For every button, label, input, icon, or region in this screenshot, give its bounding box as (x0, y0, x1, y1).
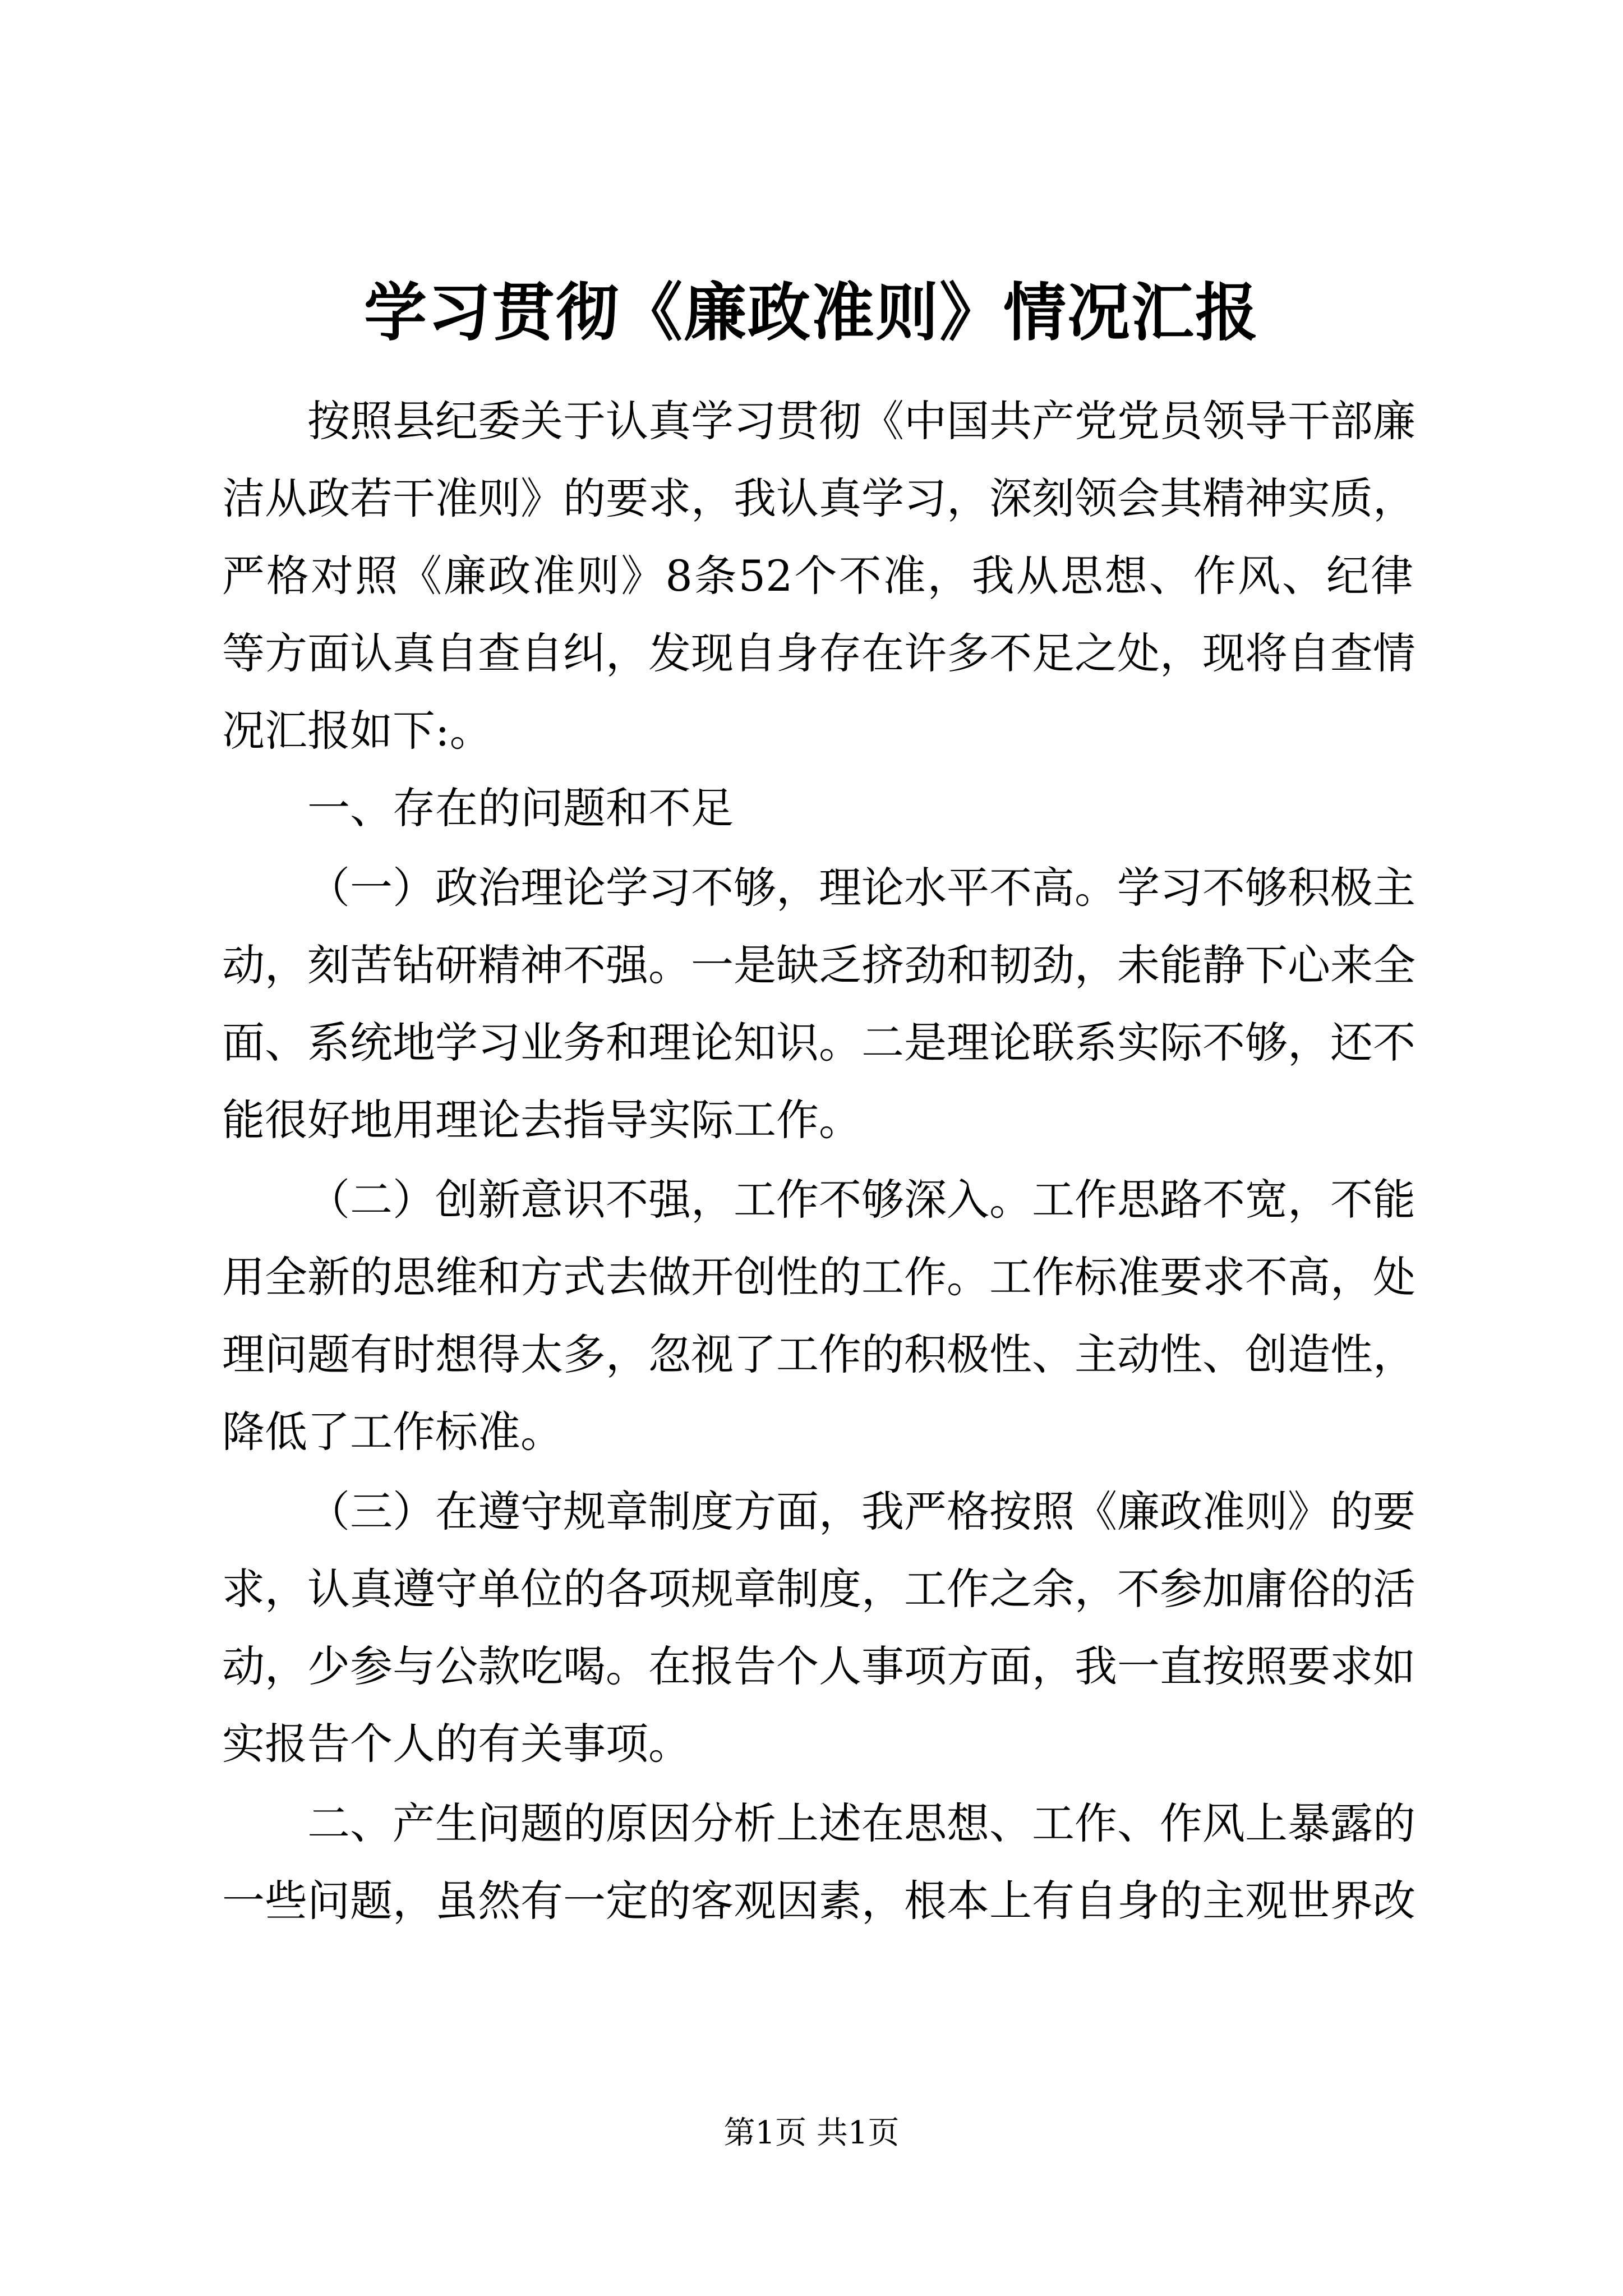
paragraph-4-line-3: 动，少参与公款吃喝。在报告个人事项方面，我一直按照要求如 (222, 1641, 1415, 1691)
paragraph-4-line-4: 实报告个人的有关事项。 (222, 1719, 691, 1769)
paragraph-2-line-2: 动，刻苦钻研精神不强。一是缺乏挤劲和韧劲，未能静下心来全 (222, 940, 1415, 990)
section-heading-1: 一、存在的问题和不足 (307, 783, 734, 833)
paragraph-2-line-1: （一）政治理论学习不够，理论水平不高。学习不够积极主 (307, 863, 1415, 913)
paragraph-1-line-3: 严格对照《廉政准则》8条52个不准，我从思想、作风、纪律 (222, 551, 1413, 601)
paragraph-1-line-5: 况汇报如下:。 (222, 706, 492, 756)
document-title: 学习贯彻《廉政准则》情况汇报 (364, 276, 1259, 349)
paragraph-5-line-1: 二、产生问题的原因分析上述在思想、工作、作风上暴露的 (307, 1798, 1415, 1848)
paragraph-4-line-2: 求，认真遵守单位的各项规章制度，工作之余，不参加庸俗的活 (222, 1564, 1415, 1614)
paragraph-1-line-4: 等方面认真自查自纠，发现自身存在许多不足之处，现将自查情 (222, 628, 1415, 678)
paragraph-2-line-3: 面、系统地学习业务和理论知识。二是理论联系实际不够，还不 (222, 1018, 1415, 1068)
page-number-footer: 第1页 共1页 (723, 2115, 900, 2151)
paragraph-3-line-2: 用全新的思维和方式去做开创性的工作。工作标准要求不高，处 (222, 1252, 1415, 1302)
paragraph-3-line-4: 降低了工作标准。 (222, 1407, 563, 1457)
paragraph-5-line-2: 一些问题，虽然有一定的客观因素，根本上有自身的主观世界改 (222, 1876, 1415, 1926)
paragraph-1-line-1: 按照县纪委关于认真学习贯彻《中国共产党党员领导干部廉 (307, 396, 1415, 446)
paragraph-4-line-1: （三）在遵守规章制度方面，我严格按照《廉政准则》的要 (307, 1487, 1415, 1536)
paragraph-2-line-4: 能很好地用理论去指导实际工作。 (222, 1095, 861, 1145)
paragraph-3-line-3: 理问题有时想得太多，忽视了工作的积极性、主动性、创造性， (222, 1329, 1415, 1379)
paragraph-1-line-2: 洁从政若干准则》的要求，我认真学习，深刻领会其精神实质， (222, 473, 1415, 523)
paragraph-3-line-1: （二）创新意识不强，工作不够深入。工作思路不宽，不能 (307, 1175, 1415, 1225)
